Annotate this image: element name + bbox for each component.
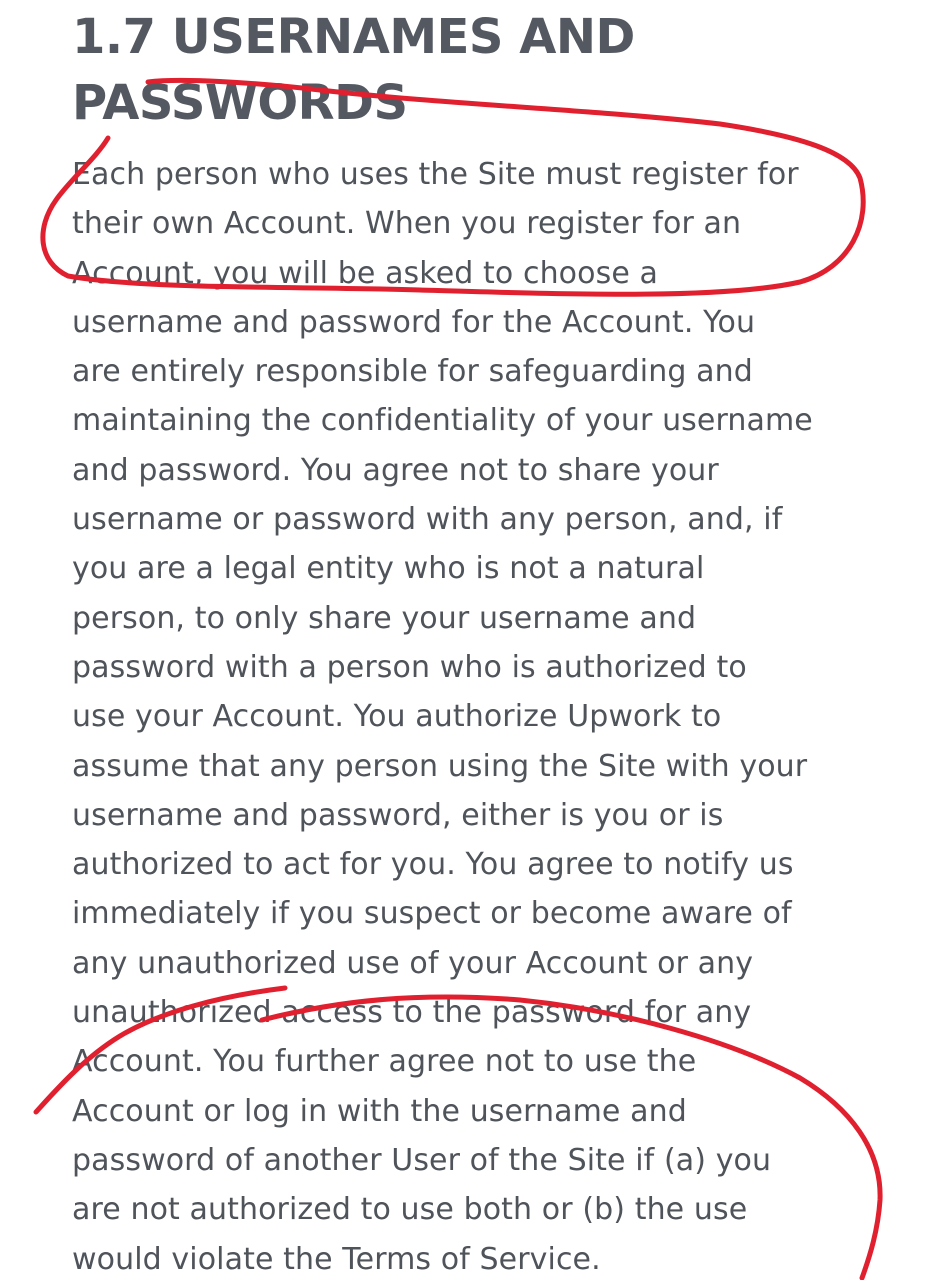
- body-line: maintaining the confidentiality of your username: [72, 403, 813, 439]
- body-line: password with a person who is authorized to: [72, 649, 747, 685]
- body-line: unauthorized access to the password for any: [72, 995, 752, 1031]
- body-line: use your Account. You authorize Upwork to: [72, 699, 722, 735]
- body-line: are entirely responsible for safeguarding and: [72, 354, 753, 390]
- body-line: any unauthorized use of your Account or any: [72, 945, 754, 981]
- body-line: username and password, either is you or is: [72, 797, 724, 833]
- body-line: and password. You agree not to share your: [72, 452, 719, 488]
- body-line: Each person who uses the Site must register for: [72, 157, 799, 192]
- body-line: Account, you will be asked to choose a: [72, 255, 659, 291]
- body-line: their own Account. When you register for an: [72, 206, 742, 242]
- body-line: password of another User of the Site if (a) you: [72, 1142, 772, 1178]
- section-heading: [72, 4, 635, 136]
- body-line: immediately if you suspect or become aware of: [72, 896, 792, 932]
- body-line: assume that any person using the Site with your: [72, 748, 808, 784]
- heading-line: PASSWORDS: [72, 75, 408, 131]
- body-line: would violate the Terms of Service.: [72, 1241, 601, 1277]
- heading-line: 1.7 USERNAMES AND: [72, 9, 635, 65]
- body-line: username and password for the Account. You: [72, 304, 756, 340]
- body-line: are not authorized to use both or (b) the use: [72, 1192, 748, 1228]
- body-line: person, to only share your username and: [72, 600, 697, 636]
- body-line: Account. You further agree not to use the: [72, 1044, 697, 1080]
- body-line: authorized to act for you. You agree to notify us: [72, 847, 794, 883]
- body-line: you are a legal entity who is not a natural: [72, 551, 705, 587]
- body-line: Account or log in with the username and: [72, 1093, 687, 1129]
- section-body: [72, 150, 872, 1280]
- body-line: username or password with any person, and, if: [72, 502, 783, 538]
